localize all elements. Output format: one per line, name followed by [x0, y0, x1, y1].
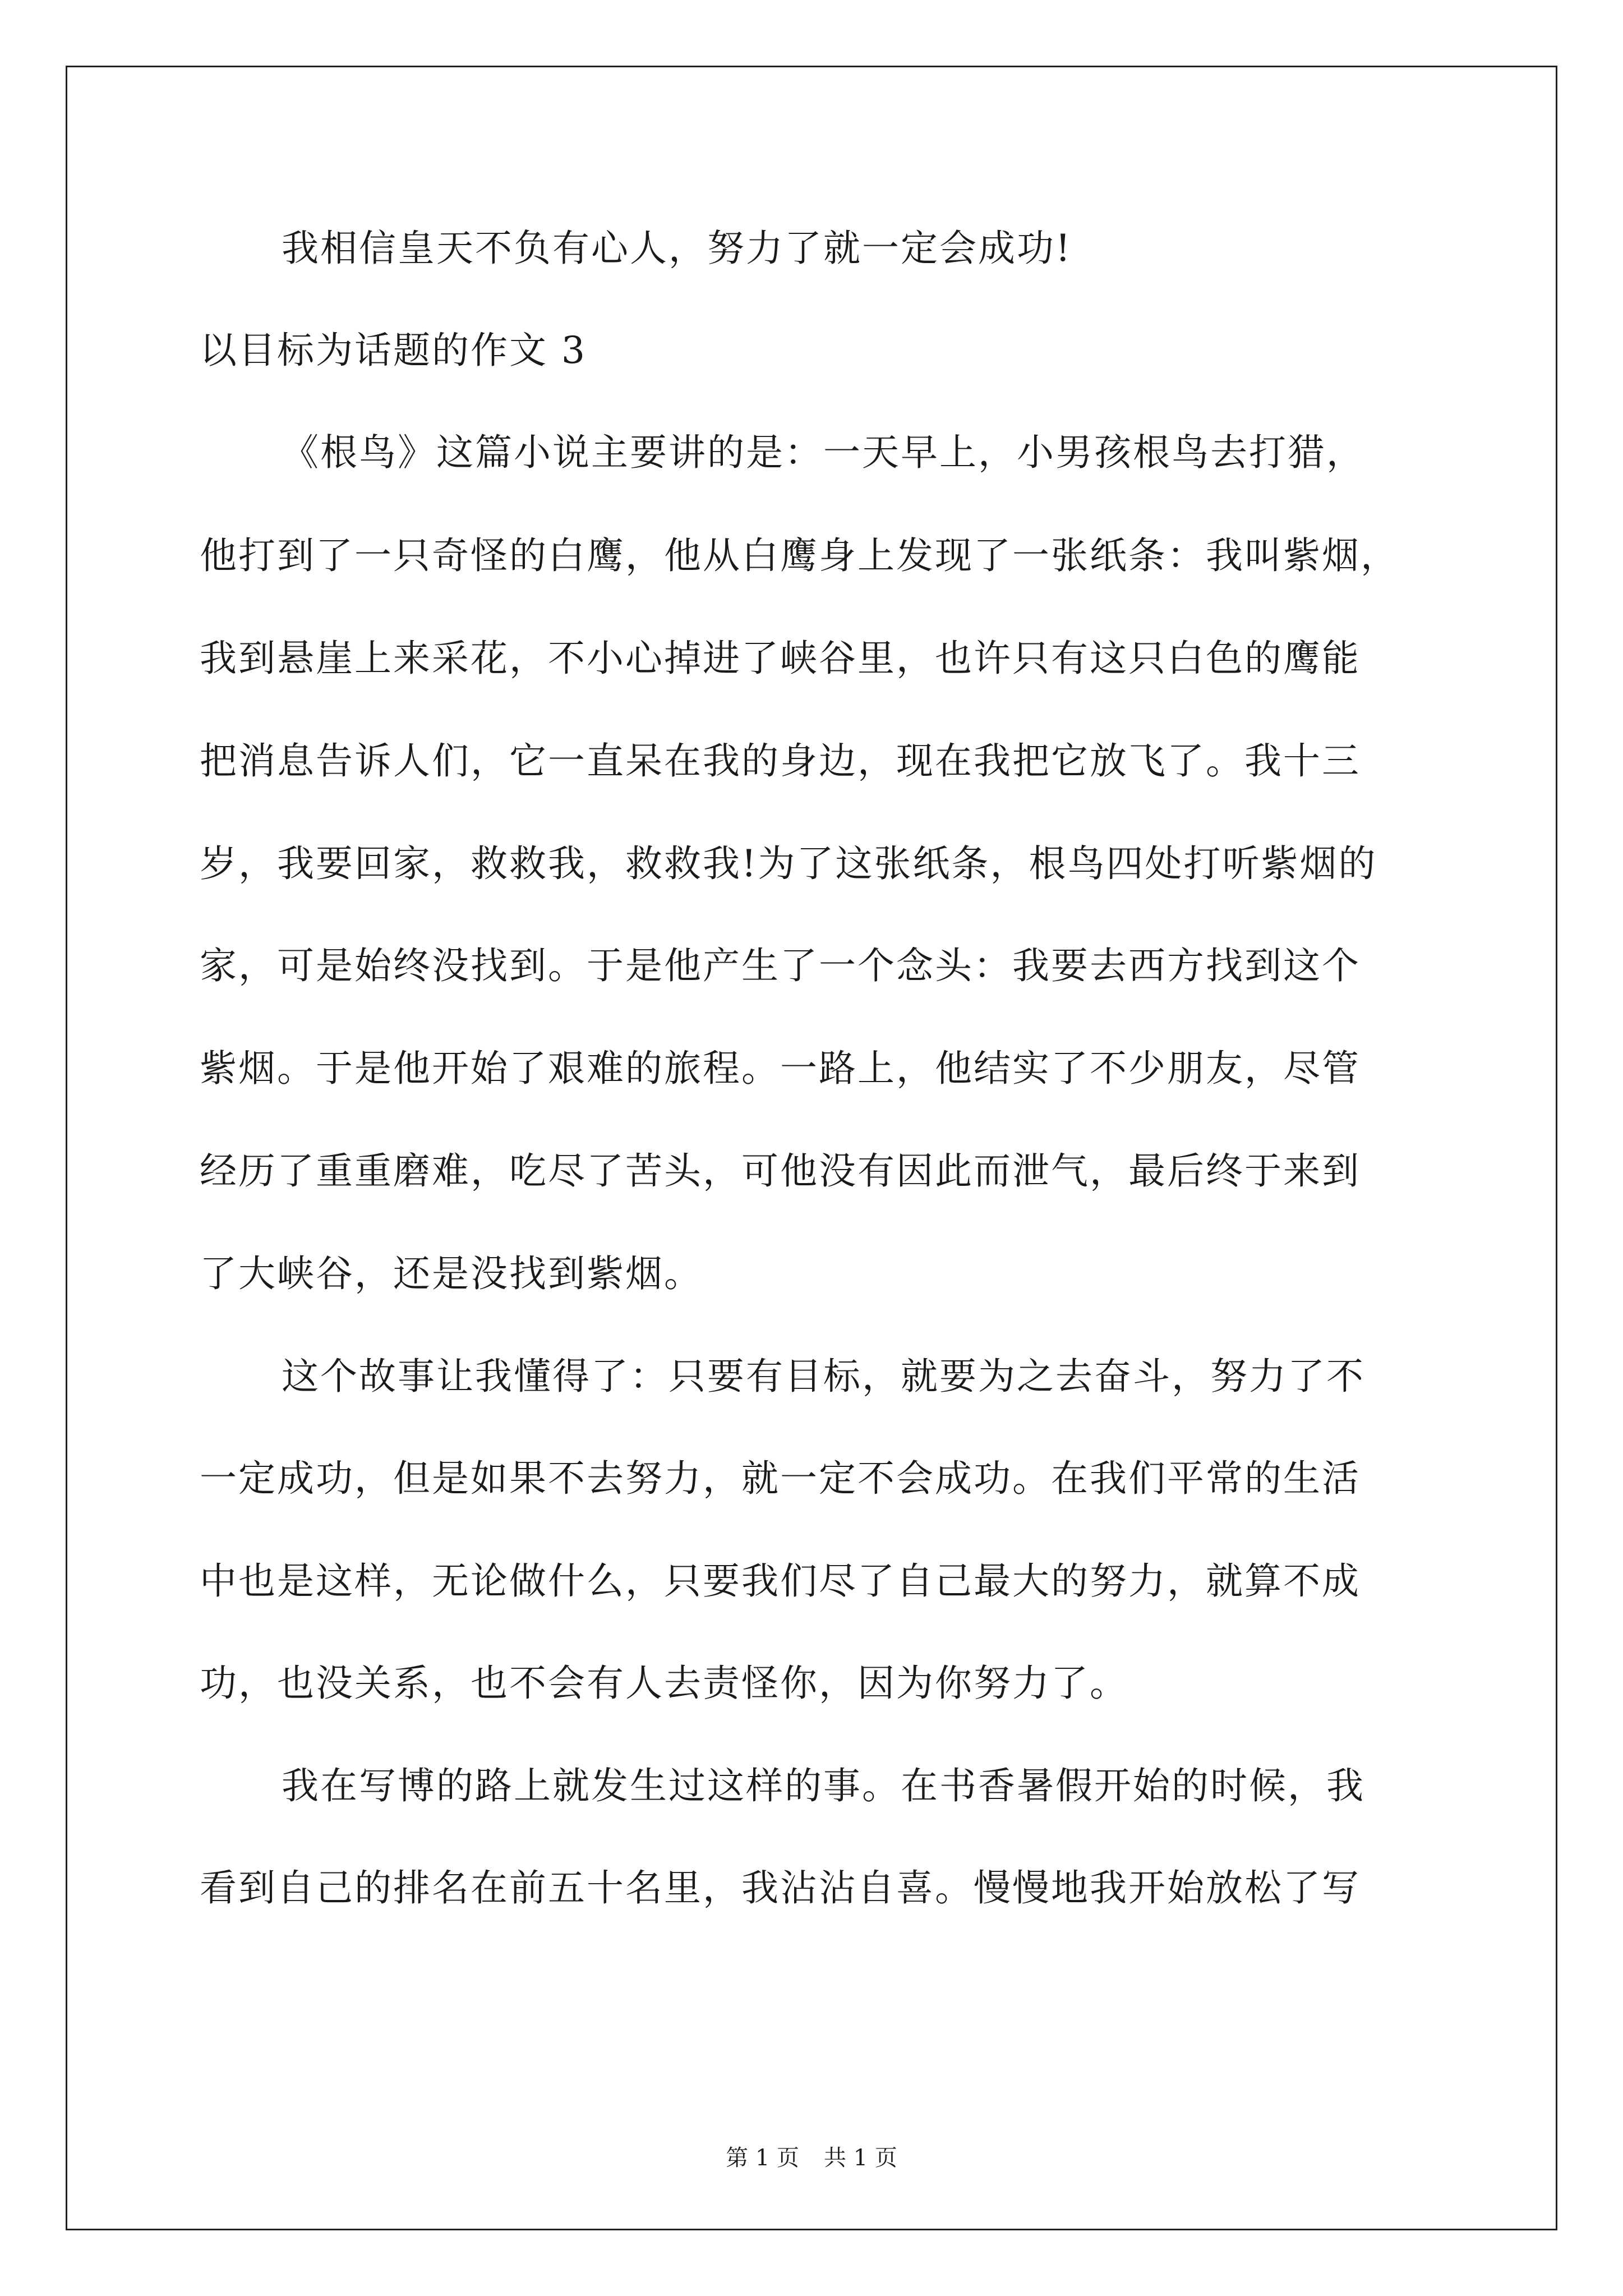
- paragraph-line: 他打到了一只奇怪的白鹰，他从白鹰身上发现了一张纸条：我叫紫烟，: [200, 534, 1399, 577]
- paragraph-line: 看到自己的排名在前五十名里，我沾沾自喜。慢慢地我开始放松了写: [200, 1866, 1361, 1910]
- section-heading: 以目标为话题的作文 3: [200, 329, 587, 372]
- paragraph-line: 我到悬崖上来采花，不小心掉进了峡谷里，也许只有这只白色的鹰能: [200, 637, 1361, 680]
- paragraph-line: 岁，我要回家，救救我，救救我!为了这张纸条，根鸟四处打听紫烟的: [200, 842, 1377, 885]
- paragraph-line: 家，可是始终没找到。于是他产生了一个念头：我要去西方找到这个: [200, 944, 1361, 987]
- paragraph-line: 我在写博的路上就发生过这样的事。在书香暑假开始的时候，我: [282, 1764, 1365, 1807]
- paragraph-line: 紫烟。于是他开始了艰难的旅程。一路上，他结实了不少朋友，尽管: [200, 1047, 1361, 1090]
- page-footer: [0, 2147, 1623, 2169]
- page-number: 第 1 页: [726, 2145, 799, 2171]
- paragraph-line: 经历了重重磨难，吃尽了苦头，可他没有因此而泄气，最后终于来到: [200, 1149, 1361, 1193]
- page-total: 共 1 页: [824, 2145, 897, 2171]
- paragraph-line: 把消息告诉人们，它一直呆在我的身边，现在我把它放飞了。我十三: [200, 739, 1361, 783]
- paragraph-line: 了大峡谷，还是没找到紫烟。: [200, 1252, 703, 1295]
- paragraph-line: 《根鸟》这篇小说主要讲的是：一天早上，小男孩根鸟去打猎，: [282, 431, 1365, 474]
- paragraph-line: 一定成功，但是如果不去努力，就一定不会成功。在我们平常的生活: [200, 1457, 1361, 1500]
- paragraph-line: 这个故事让我懂得了：只要有目标，就要为之去奋斗，努力了不: [282, 1355, 1365, 1398]
- paragraph-line: 中也是这样，无论做什么，只要我们尽了自己最大的努力，就算不成: [200, 1559, 1361, 1603]
- paragraph-line: 我相信皇天不负有心人，努力了就一定会成功!: [282, 227, 1072, 270]
- paragraph-line: 功，也没关系，也不会有人去责怪你，因为你努力了。: [200, 1662, 1128, 1705]
